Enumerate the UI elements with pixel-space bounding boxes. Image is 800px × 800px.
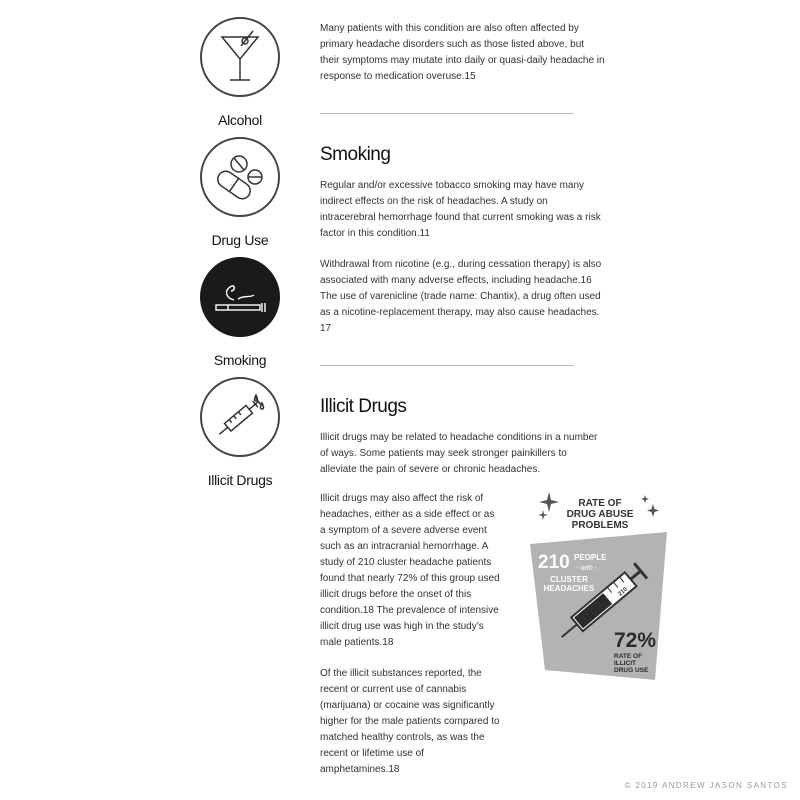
illicit-paragraph-1: Illicit drugs may be related to headache conditions in a number of ways. Some patients may seek stronger painkillers to alleviate the pain of severe or chronic headaches. (320, 432, 598, 475)
infographic-percent: 72% (614, 629, 657, 652)
section-divider (320, 365, 574, 366)
smoking-title: Smoking (320, 144, 391, 165)
cigarette-icon (200, 257, 280, 337)
infographic-group-line1: CLUSTER (550, 575, 588, 584)
section-divider (320, 113, 574, 114)
cocktail-glass-icon (200, 17, 280, 97)
syringe-label: 210 (617, 586, 629, 598)
infographic-rate-line2: ILLICIT (614, 660, 637, 667)
drug-abuse-infographic (525, 490, 675, 690)
infographic-title-line3: PROBLEMS (571, 520, 629, 531)
infographic-title-line1: RATE OF (578, 498, 622, 509)
infographic-count-word: PEOPLE (574, 553, 607, 562)
infographic-group-line2: HEADACHES (543, 584, 595, 593)
smoking-section (320, 144, 605, 337)
infographic-title-line2: DRUG ABUSE (566, 509, 634, 520)
smoking-paragraph-2: Withdrawal from nicotine (e.g., during cessation therapy) is also associated with many adverse effects, including headache.16 The use of varenicline (trade name: Chantix), a drug often used as a nicotine-replacement therapy, may also cause headaches. 17 (320, 259, 602, 334)
infographic-with-word: - with - (576, 565, 597, 572)
copyright-footer: © 2019 ANDREW JASON SANTOS (624, 781, 788, 790)
alcohol-paragraph: Many patients with this condition are also often affected by primary headache disorders such as those listed above, but their symptoms may mutate into daily or quasi-daily headache in response to medication overuse.15 (320, 23, 605, 82)
illicit-drugs-section (320, 396, 605, 478)
sidebar-item-alcohol (195, 17, 285, 128)
sidebar-item-label: Alcohol (218, 112, 262, 128)
illicit-paragraph-3: Of the illicit substances reported, the recent or current use of cannabis (marijuana) or cocaine was significantly higher for the male patients compared to matched healthy controls, as was the recent or lifetime use of amphetamines.18 (320, 668, 500, 775)
sidebar-item-illicit-drugs (195, 377, 285, 488)
infographic-count: 210 (538, 552, 570, 573)
illicit-drugs-section-cont (320, 491, 500, 778)
infographic-rate-line3: DRUG USE (614, 667, 649, 674)
pills-icon (200, 137, 280, 217)
illicit-drugs-title: Illicit Drugs (320, 396, 407, 417)
smoking-paragraph-1: Regular and/or excessive tobacco smoking may have many indirect effects on the risk of headaches. A study on intracerebral hemorrhage found that current smoking was a risk factor in this condition.11 (320, 180, 601, 239)
syringe-icon (200, 377, 280, 457)
sidebar-item-label: Smoking (213, 352, 267, 368)
sidebar-item-label: Illicit Drugs (207, 472, 273, 488)
alcohol-section (320, 21, 605, 85)
illicit-paragraph-2: Illicit drugs may also affect the risk of headaches, either as a side effect or as a symptom of a severe adverse event such as an intracranial hemorrhage. A study of 210 cluster headache patients found that nearly 72% of this group used illicit drugs before the onset of this condition.18 The prevalence of intensive illicit drug use was high in the study’s male patients.18 (320, 493, 500, 648)
sidebar-item-smoking (195, 257, 285, 368)
sidebar-item-label: Drug Use (211, 232, 269, 248)
sidebar-item-drug-use (195, 137, 285, 248)
infographic-rate-line1: RATE OF (614, 653, 643, 660)
